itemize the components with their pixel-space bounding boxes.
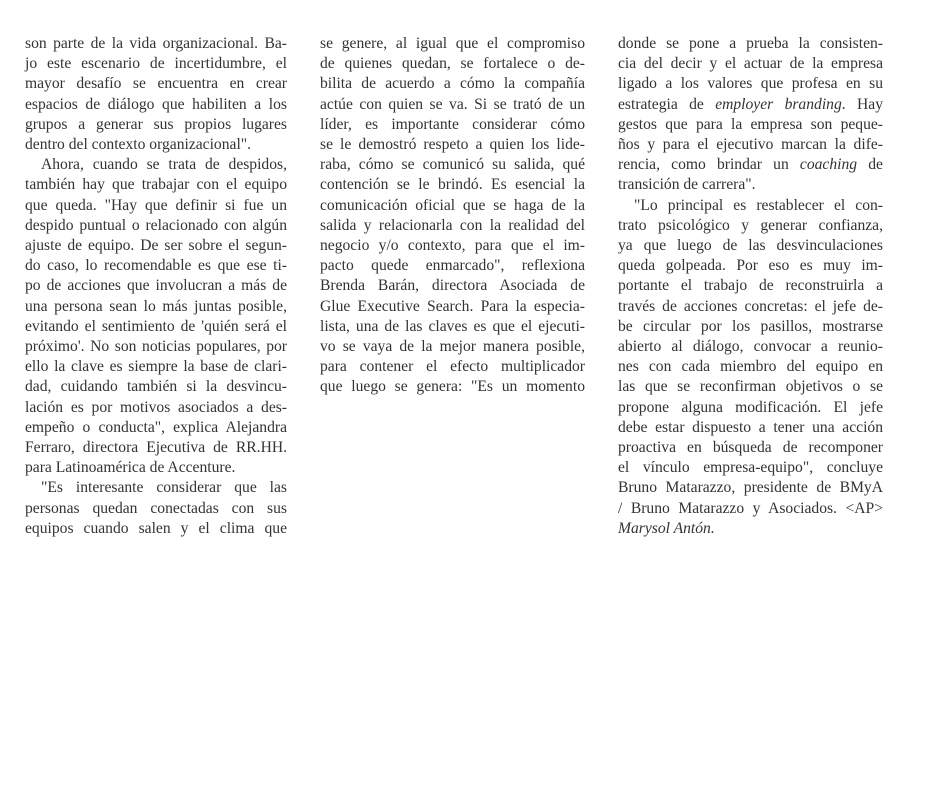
text-line: dentro del contexto organizacional". xyxy=(25,136,252,154)
text-line: ello la clave es siempre la base de clari- xyxy=(25,358,287,376)
text-line: que luego se genera: "Es un momento xyxy=(320,378,585,396)
text-line: abierto al diálogo, convocar a reunio- xyxy=(618,338,883,356)
text-line: Bruno Matarazzo, presidente de BMyA xyxy=(618,479,883,497)
text-line: despido puntual o relacionado con algún xyxy=(25,216,287,234)
text-line: cia del decir y el actuar de la empresa xyxy=(618,55,883,73)
text-line: para contener el efecto multiplicador xyxy=(320,358,585,376)
text-line xyxy=(618,155,883,175)
italic-term: coaching xyxy=(799,156,858,174)
text-line: do caso, lo recomendable es que ese ti- xyxy=(25,257,287,275)
text-run: de xyxy=(857,156,883,174)
text-line: se le demostró respeto a quien los lide- xyxy=(320,136,585,154)
text-line: salida y relacionarla con la realidad del xyxy=(320,216,585,234)
text-line: debe estar dispuesto a tener una acción xyxy=(618,418,883,436)
text-line: negocio y/o contexto, para que el im- xyxy=(320,237,585,255)
text-line: propone alguna modificación. El jefe xyxy=(618,398,883,416)
text-line: pacto quede enmarcado", reflexiona xyxy=(320,257,585,275)
text-line: vo se vaya de la mejor manera posible, xyxy=(320,338,585,356)
text-line: ya que luego de las desvinculaciones xyxy=(618,237,883,255)
text-line: espacios de diálogo que habiliten a los xyxy=(25,95,287,113)
text-line: través de acciones concretas: el jefe de- xyxy=(618,297,883,315)
text-line: be circular por los pasillos, mostrarse xyxy=(618,317,883,335)
text-run: estrategia de xyxy=(618,95,716,113)
text-line: también hay que trabajar con el equipo xyxy=(25,176,287,194)
text-line: grupos a generar sus propios lugares xyxy=(25,115,287,133)
text-line: "Lo principal es restablecer el con- xyxy=(634,196,883,214)
text-line: / Bruno Matarazzo y Asociados. <AP> xyxy=(618,499,883,517)
text-line: contención se le brindó. Es esencial la xyxy=(320,176,585,194)
text-line: mayor desafío se encuentra en crear xyxy=(25,75,287,93)
text-line: ligado a los valores que profesa en su xyxy=(618,75,883,93)
text-line: son parte de la vida organizacional. Ba- xyxy=(25,35,287,52)
text-line: "Es interesante considerar que las xyxy=(41,479,287,497)
text-line: empeño o conducta", explica Alejandra xyxy=(25,418,287,436)
text-line: ajuste de equipo. De ser sobre el segun- xyxy=(25,237,287,255)
text-line: Ahora, cuando se trata de despidos, xyxy=(41,156,287,174)
text-line: transición de carrera". xyxy=(618,176,756,194)
text-line: Ferraro, directora Ejecutiva de RR.HH. xyxy=(25,439,287,457)
text-line: actúe con quien se va. Si se trató de un xyxy=(320,95,585,113)
text-line: Glue Executive Search. Para la especia- xyxy=(320,297,585,315)
text-line: gestos que para la empresa son peque- xyxy=(618,115,883,133)
text-line: las que se reconfirman objetivos o se xyxy=(618,378,883,396)
italic-term: employer branding xyxy=(715,95,842,113)
text-line: comunicación oficial que se haga de la xyxy=(320,196,585,214)
article-column-2 xyxy=(320,34,585,398)
text-line: lista, una de las claves es que el ejecuti- xyxy=(320,317,585,335)
text-line: trato psicológico y generar confianza, xyxy=(618,216,883,234)
text-line: que queda. "Hay que definir si fue un xyxy=(25,196,287,214)
text-line: se genere, al igual que el compromiso xyxy=(320,35,585,52)
text-line: para Latinoamérica de Accenture. xyxy=(25,459,236,477)
text-line: nes con cada miembro del equipo en xyxy=(618,358,883,376)
text-line: evitando el sentimiento de 'quién será el xyxy=(25,317,287,335)
text-line: Brenda Barán, directora Asociada de xyxy=(320,277,585,295)
text-line: portante el trabajo de reconstruirla a xyxy=(618,277,883,295)
text-line: queda golpeada. Por eso es muy im- xyxy=(618,257,883,275)
text-line: el vínculo empresa-equipo", concluye xyxy=(618,459,883,477)
text-line: lación es por motivos asociados a des- xyxy=(25,398,287,416)
text-line: jo este escenario de incertidumbre, el xyxy=(25,55,287,73)
text-line: una persona sean lo más juntas posible, xyxy=(25,297,287,315)
article-column-1 xyxy=(25,34,287,539)
text-line: bilita de acuerdo a cómo la compañía xyxy=(320,75,585,93)
text-line: raba, cómo se comunicó su salida, qué xyxy=(320,156,585,174)
text-line: próximo'. No son noticias populares, por xyxy=(25,338,287,356)
text-line: personas quedan conectadas con sus xyxy=(25,499,287,517)
text-line: donde se pone a prueba la consisten- xyxy=(618,35,883,52)
text-line: líder, es importante considerar cómo xyxy=(320,115,585,133)
text-line: dad, cuidando también si la desvincu- xyxy=(25,378,287,396)
text-line: proactiva en búsqueda de recomponer xyxy=(618,439,883,457)
text-line xyxy=(618,95,883,115)
text-line: ños y para el ejecutivo marcan la dife- xyxy=(618,136,883,154)
text-run: . Hay xyxy=(841,95,883,113)
text-line: po de acciones que involucran a más de xyxy=(25,277,287,295)
article-column-3 xyxy=(618,34,883,539)
text-run: rencia, como brindar un xyxy=(618,156,800,174)
text-line: de quienes quedan, se fortalece o de- xyxy=(320,55,585,73)
text-line: equipos cuando salen y el clima que xyxy=(25,519,287,537)
author-byline: Marysol Antón. xyxy=(618,519,715,537)
